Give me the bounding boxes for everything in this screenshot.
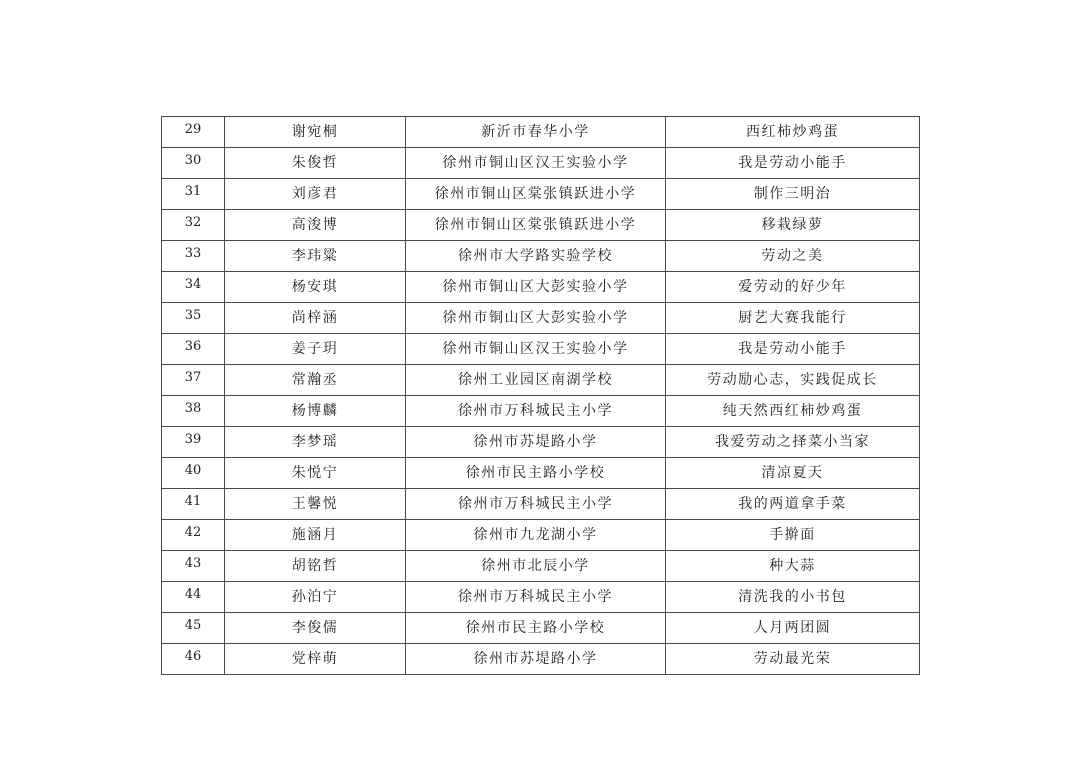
school-name: 徐州市铜山区大彭实验小学 [406,303,666,334]
school-name: 徐州市铜山区棠张镇跃进小学 [406,210,666,241]
table-row [162,179,920,210]
school-name: 徐州市万科城民主小学 [406,489,666,520]
school-name: 徐州市九龙湖小学 [406,520,666,551]
student-name: 刘彦君 [225,179,406,210]
table-row [162,427,920,458]
student-name: 姜子玥 [225,334,406,365]
student-name: 杨博麟 [225,396,406,427]
work-title: 西红柿炒鸡蛋 [666,117,920,148]
row-number: 37 [162,365,225,396]
table-row [162,241,920,272]
student-name: 胡铭哲 [225,551,406,582]
work-title: 人月两团圆 [666,613,920,644]
work-title: 制作三明治 [666,179,920,210]
student-name: 党梓萌 [225,644,406,675]
row-number: 29 [162,117,225,148]
work-title: 爱劳动的好少年 [666,272,920,303]
work-title: 清凉夏天 [666,458,920,489]
student-name: 朱俊哲 [225,148,406,179]
award-roster-table [161,116,920,675]
student-name: 施涵月 [225,520,406,551]
table-row [162,458,920,489]
work-title: 纯天然西红柿炒鸡蛋 [666,396,920,427]
work-title: 清洗我的小书包 [666,582,920,613]
table-row [162,210,920,241]
school-name: 徐州工业园区南湖学校 [406,365,666,396]
table-row [162,272,920,303]
student-name: 孙泊宁 [225,582,406,613]
table-row [162,520,920,551]
row-number: 46 [162,644,225,675]
school-name: 徐州市苏堤路小学 [406,644,666,675]
table-row [162,644,920,675]
row-number: 40 [162,458,225,489]
work-title: 我爱劳动之择菜小当家 [666,427,920,458]
row-number: 33 [162,241,225,272]
school-name: 徐州市铜山区大彭实验小学 [406,272,666,303]
work-title: 移栽绿萝 [666,210,920,241]
school-name: 徐州市万科城民主小学 [406,396,666,427]
work-title: 种大蒜 [666,551,920,582]
student-name: 高浚博 [225,210,406,241]
school-name: 徐州市大学路实验学校 [406,241,666,272]
school-name: 徐州市铜山区汉王实验小学 [406,334,666,365]
row-number: 32 [162,210,225,241]
work-title: 劳动励心志，实践促成长 [666,365,920,396]
student-name: 尚梓涵 [225,303,406,334]
work-title: 劳动之美 [666,241,920,272]
table-row [162,148,920,179]
school-name: 新沂市春华小学 [406,117,666,148]
table-row [162,613,920,644]
work-title: 厨艺大赛我能行 [666,303,920,334]
table-row [162,396,920,427]
table-row [162,117,920,148]
row-number: 36 [162,334,225,365]
student-name: 王馨悦 [225,489,406,520]
row-number: 30 [162,148,225,179]
row-number: 43 [162,551,225,582]
work-title: 我是劳动小能手 [666,148,920,179]
student-name: 朱悦宁 [225,458,406,489]
work-title: 我是劳动小能手 [666,334,920,365]
row-number: 41 [162,489,225,520]
row-number: 35 [162,303,225,334]
student-name: 谢宛桐 [225,117,406,148]
table-row [162,582,920,613]
school-name: 徐州市万科城民主小学 [406,582,666,613]
work-title: 劳动最光荣 [666,644,920,675]
row-number: 42 [162,520,225,551]
student-name: 杨安琪 [225,272,406,303]
row-number: 38 [162,396,225,427]
table-row [162,334,920,365]
school-name: 徐州市民主路小学校 [406,458,666,489]
work-title: 手擀面 [666,520,920,551]
table-row [162,489,920,520]
row-number: 45 [162,613,225,644]
student-name: 李玮粱 [225,241,406,272]
row-number: 44 [162,582,225,613]
student-name: 常瀚丞 [225,365,406,396]
school-name: 徐州市铜山区汉王实验小学 [406,148,666,179]
table-row [162,551,920,582]
school-name: 徐州市民主路小学校 [406,613,666,644]
school-name: 徐州市苏堤路小学 [406,427,666,458]
row-number: 39 [162,427,225,458]
row-number: 34 [162,272,225,303]
student-name: 李俊儒 [225,613,406,644]
row-number: 31 [162,179,225,210]
student-name: 李梦瑶 [225,427,406,458]
school-name: 徐州市铜山区棠张镇跃进小学 [406,179,666,210]
table-row [162,303,920,334]
roster-body [162,117,920,675]
school-name: 徐州市北辰小学 [406,551,666,582]
table-row [162,365,920,396]
work-title: 我的两道拿手菜 [666,489,920,520]
